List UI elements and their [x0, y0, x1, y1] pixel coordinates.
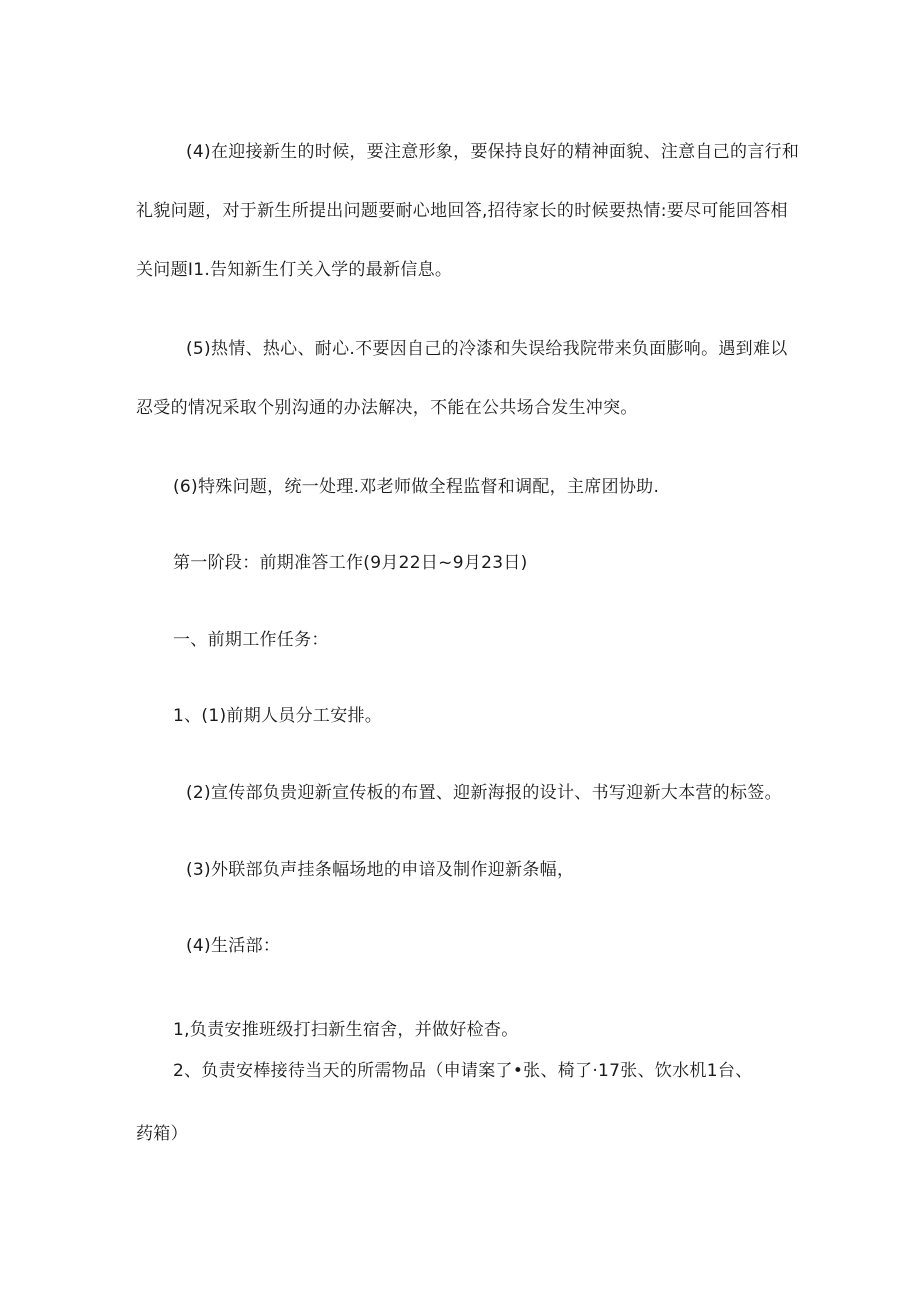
living-dept-item-2-line-1: 2、负责安棒接待当天的所需物品（申请案了•张、椅了·17张、饮水机1台、 [173, 1061, 753, 1081]
task-item-3: (3)外联部负声挂条幅场地的申谙及制作迎新条幅， [186, 860, 575, 880]
section-heading-tasks: 一、前期工作任务： [173, 630, 329, 650]
paragraph-6: (6)特殊问题，统一处理.邓老师做全程监督和调配，主席团协助. [173, 477, 660, 497]
task-item-4: (4)生活部： [186, 936, 281, 956]
paragraph-5-line-2: 忍受的情况采取个别沟通的办法解决，不能在公共场合发生冲突。 [136, 398, 638, 418]
task-item-1: 1、(1)前期人员分工安排。 [173, 706, 383, 726]
paragraph-4-line-3: 关问题I1.告知新生仃关入学的最新信息。 [136, 260, 453, 280]
paragraph-5-line-1: (5)热情、热心、耐心.不要因自己的冷漆和失误给我院带来负面膨响。遇到难以 [186, 339, 788, 359]
paragraph-4-line-1: (4)在迎接新生的时候，要注意形象，要保持良好的精神面貌、注意自己的言行和 [186, 142, 800, 162]
living-dept-item-2-line-2: 药箱） [136, 1124, 188, 1144]
stage-one-heading: 第一阶段：前期准答工作(9月22日~9月23日) [173, 553, 528, 573]
task-item-2: (2)宣传部负贵迎新宣传板的布置、迎新海报的设计、书写迎新大本营的标签。 [186, 783, 782, 803]
paragraph-4-line-2: 礼貌问题，对于新生所提出问题要耐心地回答,招待家长的时候要热情:要尽可能回答相 [136, 201, 788, 221]
living-dept-item-1: 1,负责安推班级打扫新生宿舍，并做好检杳。 [173, 1020, 519, 1040]
